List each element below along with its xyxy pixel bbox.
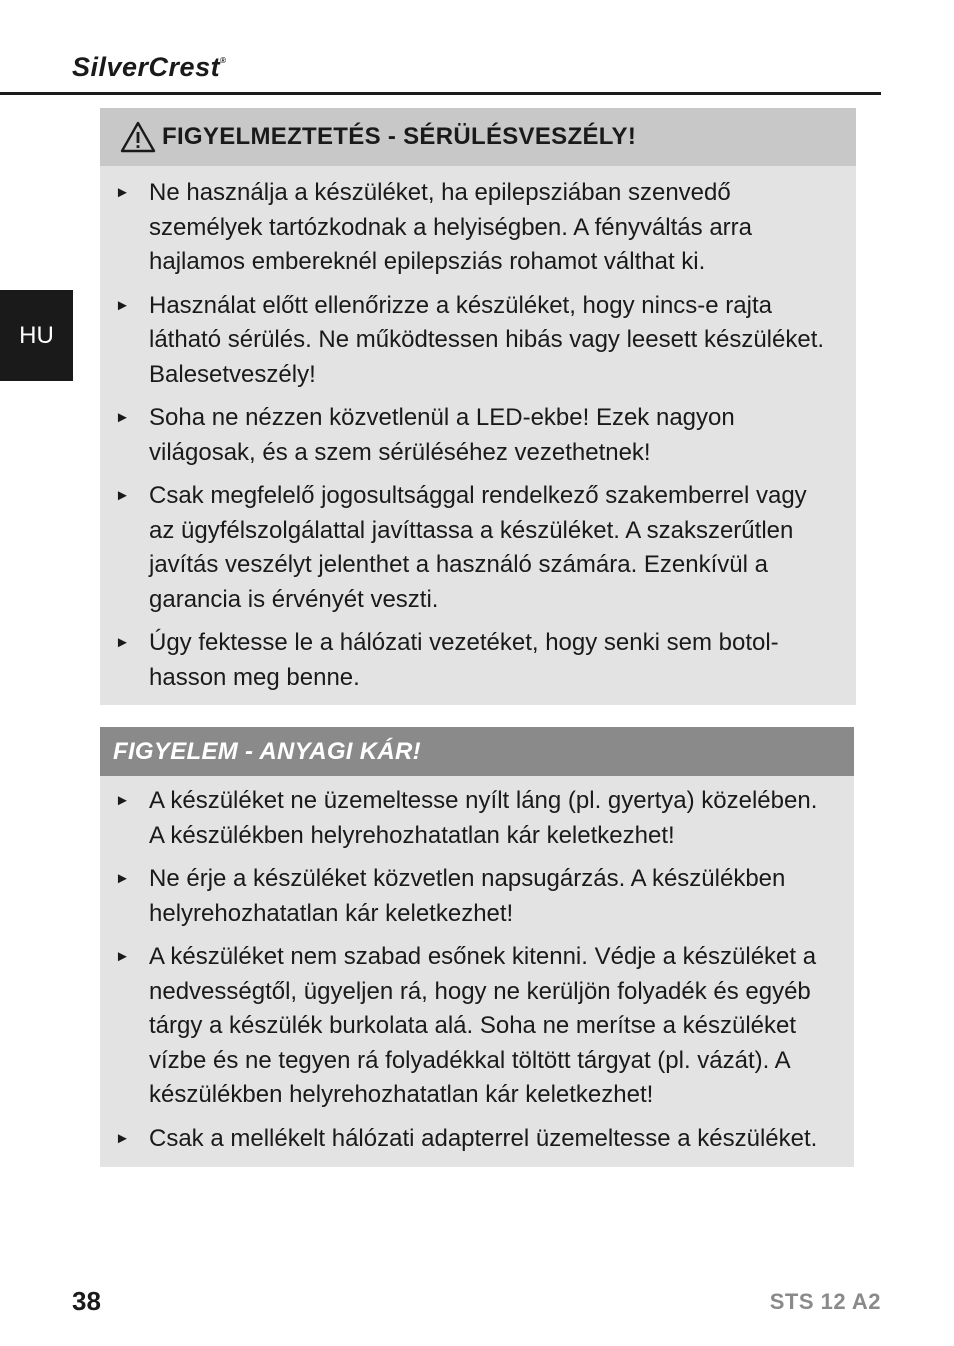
list-item [115, 1122, 828, 1157]
brand-logo [72, 52, 227, 83]
bullet-arrow-icon: ► [115, 487, 130, 504]
list-item-text: Használat előtt ellenőrizze a készüléket, hogy nincs-e rajta látható sérülés. Ne működtessen hibás vagy leesett készüléket. Balesetveszély! [149, 291, 825, 388]
warning-triangle-icon [120, 121, 156, 153]
list-item-text: Úgy fektesse le a hálózati vezetéket, hogy senki sem botol-hasson meg benne. [149, 629, 779, 691]
bullet-arrow-icon: ► [115, 948, 130, 965]
caution-box [100, 727, 854, 1167]
bullet-arrow-icon: ► [115, 634, 130, 651]
list-item-text: Ne érje a készüléket közvetlen napsugárzás. A készülékben helyrehozhatatlan kár keletkezhet! [149, 865, 786, 927]
list-item [115, 626, 830, 695]
header-rule [0, 92, 881, 95]
list-item [115, 784, 828, 853]
caution-list [100, 776, 854, 1156]
list-item [115, 176, 830, 280]
bullet-arrow-icon: ► [115, 792, 130, 809]
bullet-arrow-icon: ► [115, 409, 130, 426]
list-item [115, 401, 830, 470]
list-item-text: A készüléket nem szabad esőnek kitenni. Védje a készüléket a nedvességtől, ügyeljen rá, hogy ne kerüljön folyadék és egyéb tárgy a készülék burkolata alá. Soha ne merítse a készüléket vízbe és ne tegyen rá folyadékkal töltött tárgyat (pl. vázát). A készülékben helyrehozhatatlan kár keletkezhet! [149, 943, 817, 1108]
brand-name: SilverCrest [72, 52, 221, 82]
warning-list [100, 166, 856, 695]
bullet-arrow-icon: ► [115, 1129, 130, 1147]
bullet-arrow-icon: ► [115, 870, 130, 887]
registered-mark: ® [220, 56, 227, 65]
caution-box-header [100, 727, 854, 776]
warning-box-header [100, 108, 856, 166]
bullet-arrow-icon: ► [115, 184, 130, 201]
list-item-text: Ne használja a készüléket, ha epilepsziában szenvedő személyek tartózkodnak a helyiségben. A fényváltás arra hajlamos embereknél epilepsziás rohamot válthat ki. [149, 179, 752, 275]
language-tab: HU [0, 290, 73, 381]
model-number: STS 12 A2 [769, 1289, 881, 1314]
list-item-text: Csak a mellékelt hálózati adapterrel üzemeltesse a készüléket. [149, 1124, 818, 1152]
bullet-arrow-icon: ► [115, 296, 130, 314]
list-item [115, 289, 830, 393]
list-item-text: Soha ne nézzen közvetlenül a LED-ekbe! Ezek nagyon világosak, és a szem sérüléséhez vezethetnek! [149, 404, 735, 466]
list-item [115, 479, 830, 617]
warning-box [100, 108, 856, 705]
list-item [115, 940, 828, 1113]
list-item-text: A készüléket ne üzemeltesse nyílt láng (pl. gyertya) közelében. A készülékben helyrehozhatatlan kár keletkezhet! [149, 787, 818, 849]
page-number: 38 [72, 1286, 101, 1316]
warning-box-title: FIGYELMEZTETÉS - SÉRÜLÉSVESZÉLY! [162, 123, 637, 150]
caution-box-title: FIGYELEM - ANYAGI KÁR! [113, 737, 421, 765]
list-item-text: Csak megfelelő jogosultsággal rendelkező szakemberrel vagy az ügyfélszolgálattal javíttassa a készüléket. A szakszerűtlen javítás veszélyt jelenthet a használó számára. Ezenkívül a garancia is érvényét veszti. [149, 482, 807, 613]
list-item [115, 862, 828, 931]
